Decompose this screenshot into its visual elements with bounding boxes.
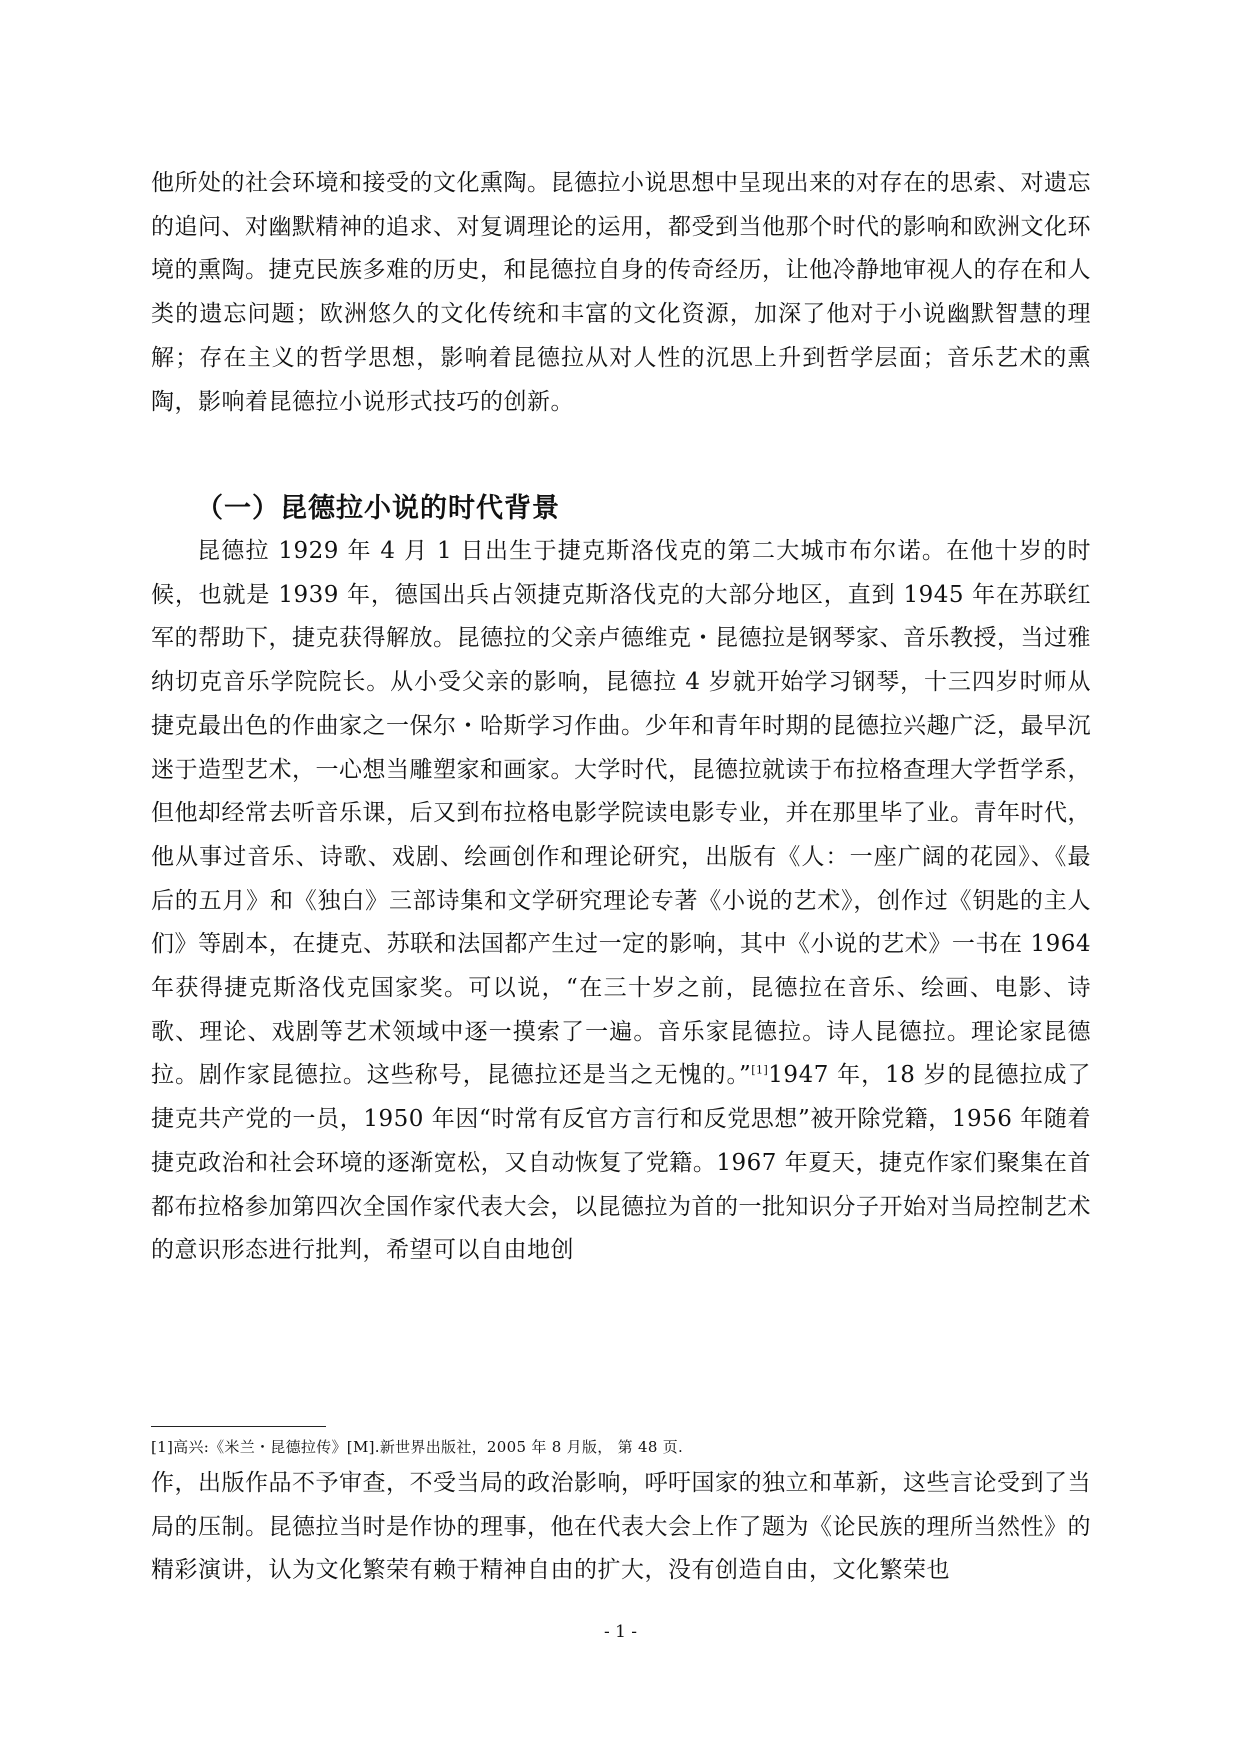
page-number: - 1 - [603,1622,638,1642]
main-paragraph-text-before-note: 昆德拉 1929 年 4 月 1 日出生于捷克斯洛伐克的第二大城市布尔诺。在他十岁的时候，也就是 1939 年，德国出兵占领捷克斯洛伐克的大部分地区，直到 1945 年在苏联红军的帮助下，捷克获得解放。昆德拉的父亲卢德维克・昆德拉是钢琴家、音乐教授，当过雅纳切克音乐学院院长。从小受父亲的影响，昆德拉 4 岁就开始学习钢琴，十三四岁时师从捷克最出色的作曲家之一保尔・哈斯学习作曲。少年和青年时期的昆德拉兴趣广泛，最早沉迷于造型艺术，一心想当雕塑家和画家。大学时代，昆德拉就读于布拉格查理大学哲学系，但他却经常去听音乐课，后又到布拉格电影学院读电影专业，并在那里毕了业。青年时代，他从事过音乐、诗歌、戏剧、绘画创作和理论研究，出版有《人：一座广阔的花园》、《最后的五月》和《独白》三部诗集和文学研究理论专著《小说的艺术》，创作过《钥匙的主人们》等剧本，在捷克、苏联和法国都产生过一定的影响，其中《小说的艺术》一书在 1964 年获得捷克斯洛伐克国家奖。可以说，“在三十岁之前，昆德拉在音乐、绘画、电影、诗歌、理论、戏剧等艺术领域中逐一摸索了一遍。音乐家昆德拉。诗人昆德拉。理论家昆德拉。剧作家昆德拉。这些称号，昆德拉还是当之无愧的。” [151,538,1091,1089]
continuation-paragraph: 作，出版作品不予审查，不受当局的政治影响，呼吁国家的独立和革新，这些言论受到了当局的压制。昆德拉当时是作协的理事，他在代表大会上作了题为《论民族的理所当然性》的精彩演讲，认为文化繁荣有赖于精神自由的扩大，没有创造自由，文化繁荣也 [151,1470,1091,1584]
footnote: [1]高兴:《米兰・昆德拉传》[M].新世界出版社，2005 年 8 月版， 第 48 页. [151,1438,684,1456]
main-paragraph-text-after-note: 1947 年，18 岁的昆德拉成了捷克共产党的一员，1950 年因“时常有反官方言行和反党思想”被开除党籍，1956 年随着捷克政治和社会环境的逐渐宽松，又自动恢复了党籍。1967 年夏天，捷克作家们聚集在首都布拉格参加第四次全国作家代表大会，以昆德拉为首的一批知识分子开始对当局控制艺术的意识形态进行批判，希望可以自由地创 [151,1062,1091,1264]
section-heading: （一）昆德拉小说的时代背景 [196,493,560,524]
footnote-reference-marker: [1] [751,1063,769,1077]
main-paragraph [151,530,1091,1273]
footnote-separator-line [151,1426,326,1427]
intro-paragraph: 他所处的社会环境和接受的文化熏陶。昆德拉小说思想中呈现出来的对存在的思索、对遗忘的追问、对幽默精神的追求、对复调理论的运用，都受到当他那个时代的影响和欧洲文化环境的熏陶。捷克民族多难的历史，和昆德拉自身的传奇经历，让他冷静地审视人的存在和人类的遗忘问题；欧洲悠久的文化传统和丰富的文化资源，加深了他对于小说幽默智慧的理解；存在主义的哲学思想，影响着昆德拉从对人性的沉思上升到哲学层面；音乐艺术的熏陶，影响着昆德拉小说形式技巧的创新。 [151,170,1091,415]
